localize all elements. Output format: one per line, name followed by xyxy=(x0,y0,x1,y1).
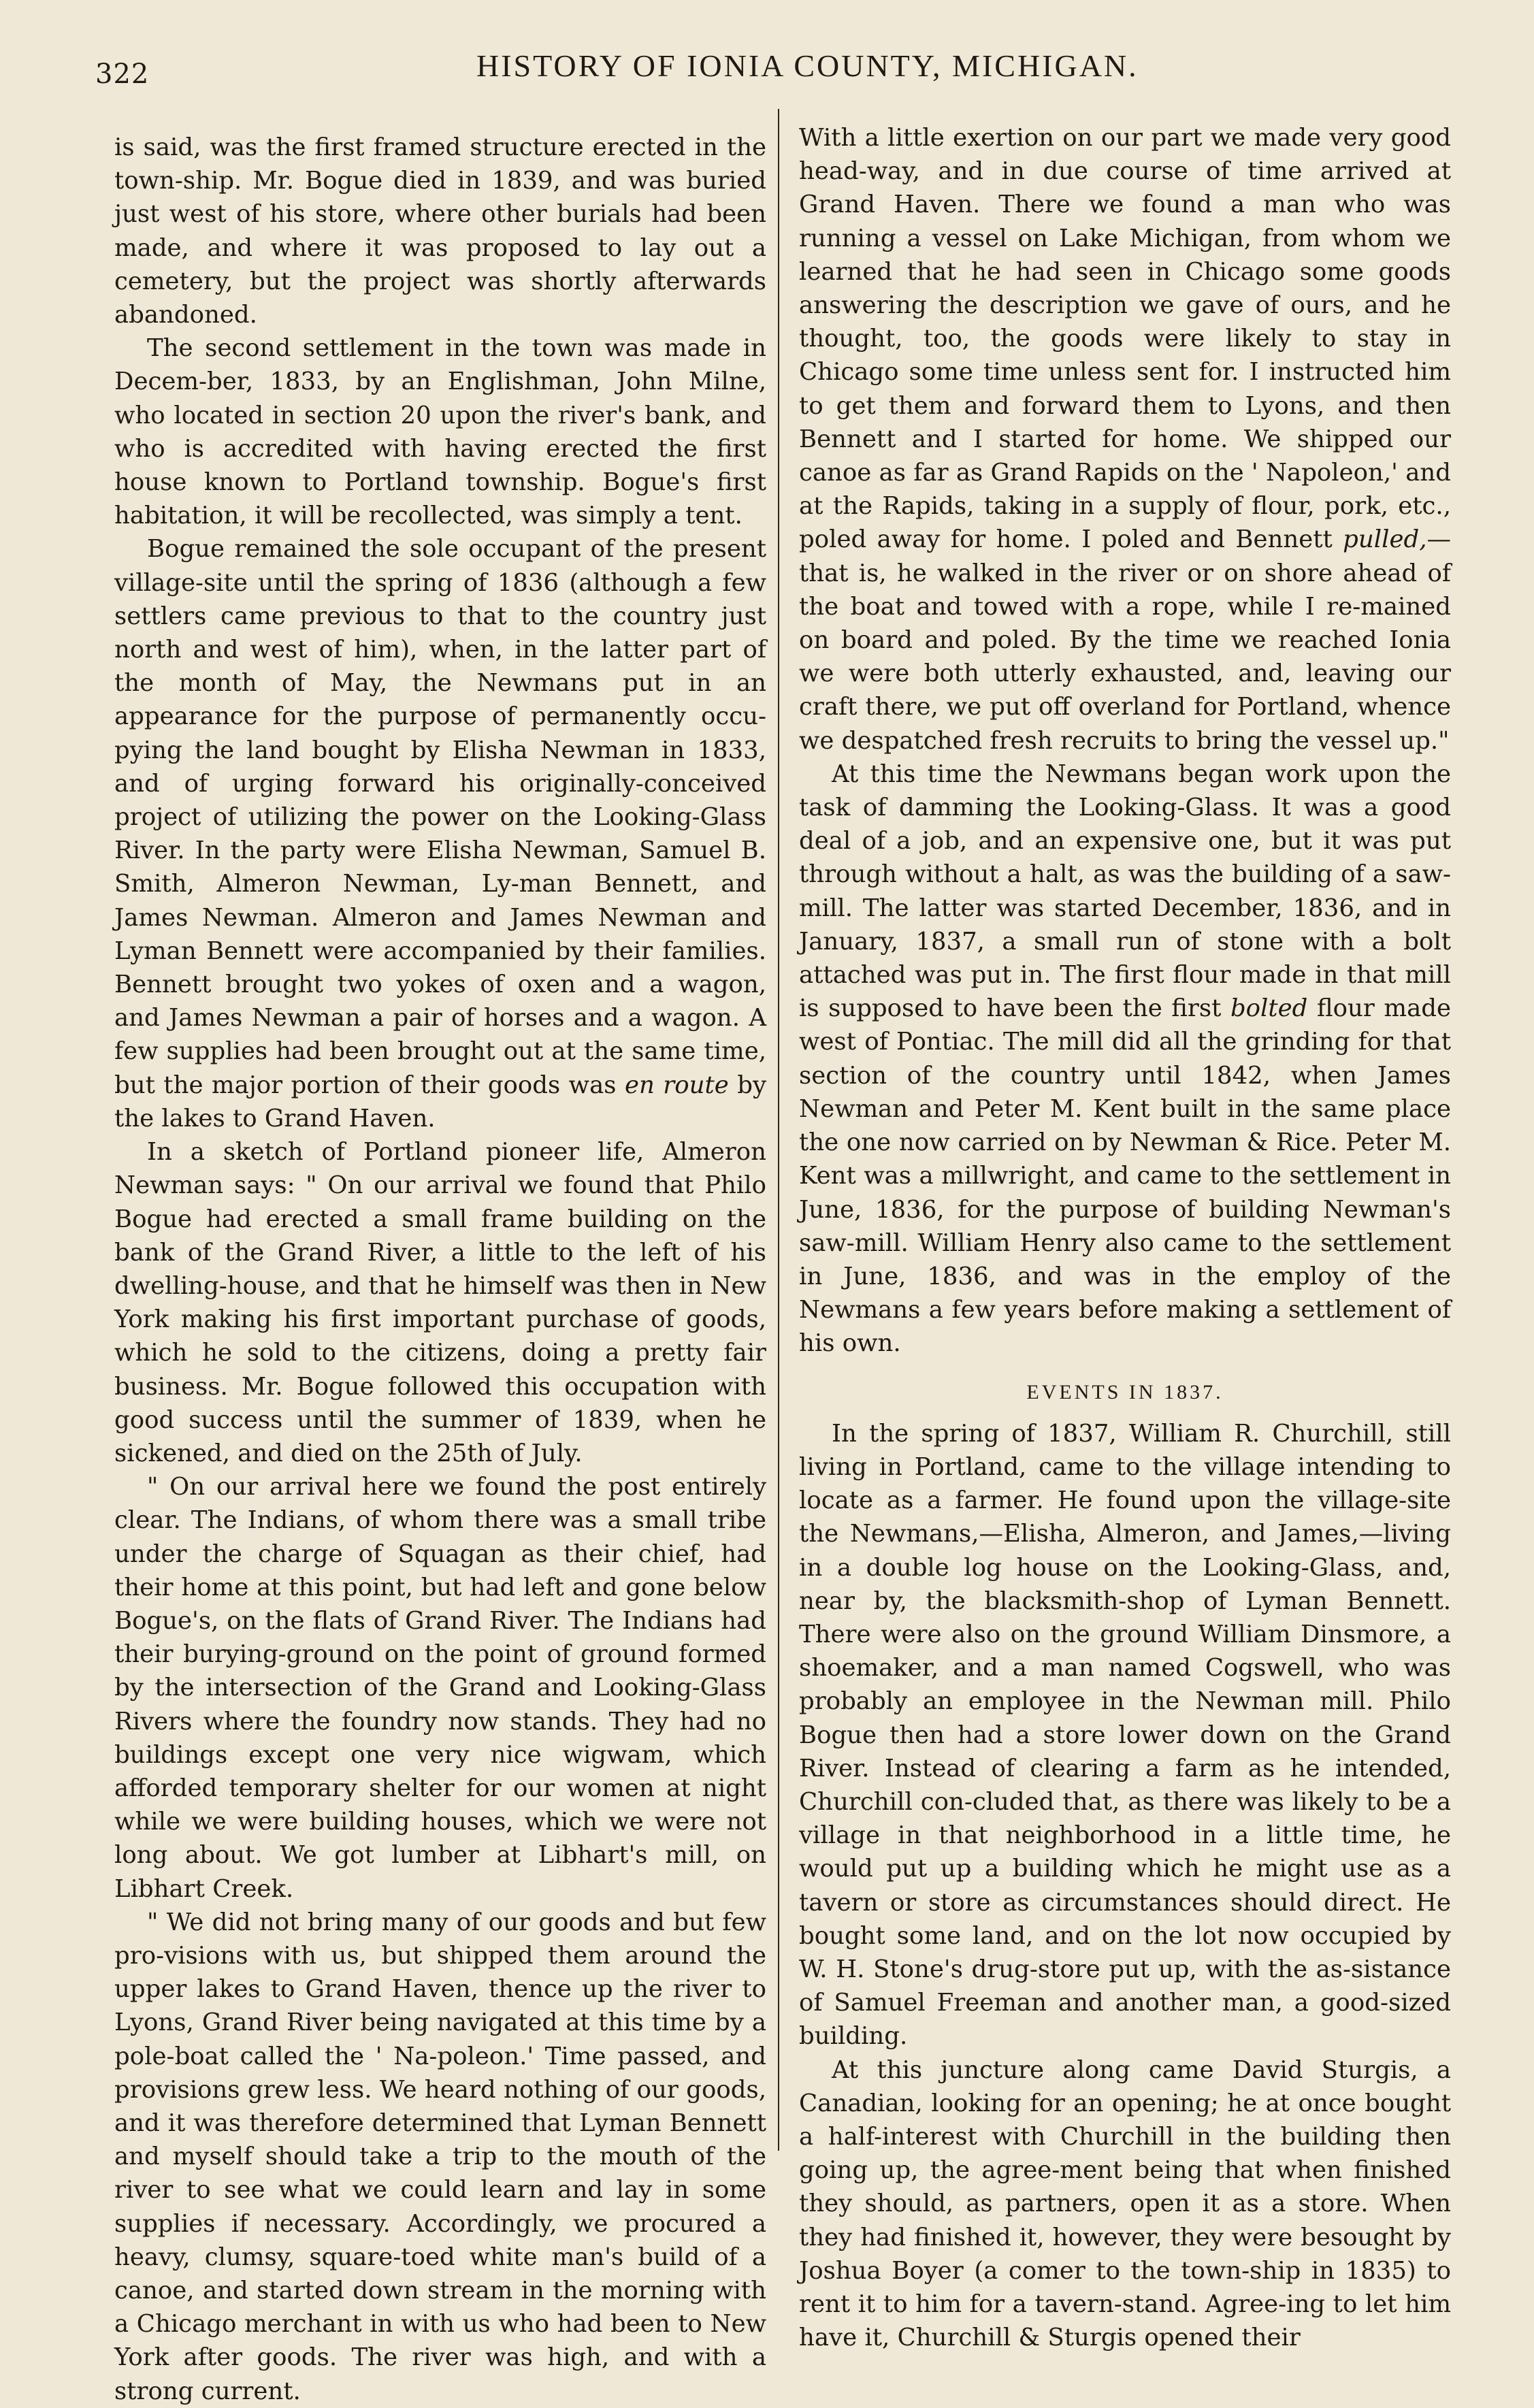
paragraph-text: At this time the Newmans began work upon the task of damming the Looking-Glass. It was a good deal of a job, and an expensive one, but it was put through without a halt, as was the building of a saw-mill. The latter was started December, 1836, and in January, 1837, a small run of stone with a bolt attached was put in. The first flour made in that mill is supposed to have been the first xyxy=(799,760,1451,1023)
running-title: HISTORY OF IONIA COUNTY, MICHIGAN. xyxy=(476,48,1139,83)
italic-text: en route xyxy=(624,1071,729,1099)
page-header xyxy=(95,45,1456,90)
column-divider xyxy=(778,109,779,2151)
paragraph-text: flour made west of Pontiac. The mill did all the grinding for that section of the country until 1842, when James Newman and Peter M. Kent built in the same place the one now carried on by Newman & Rice. Peter M. Kent was a millwright, and came to the settlement in June, 1836, for the purpose of building Newman's saw-mill. William Henry also came to the settlement in June, 1836, and was in the employ of the Newmans a few years before making a settlement of his own. xyxy=(799,994,1451,1358)
paragraph: " We did not bring many of our goods and but few pro-visions with us, but shipped them around the upper lakes to Grand Haven, thence up the river to Lyons, Grand River being navigated at this time by a pole-boat called the ' Na-poleon.' Time passed, and provisions grew less. We heard nothing of our goods, and it was therefore determined that Lyman Bennett and myself should take a trip to the mouth of the river to see what we could learn and lay in some supplies if necessary. Accordingly, we procured a heavy, clumsy, square-toed white man's build of a canoe, and started down stream in the morning with a Chicago merchant in with us who had been to New York after goods. The river was high, and with a strong current. xyxy=(114,1908,766,2405)
paragraph: In the spring of 1837, William R. Churchill, still living in Portland, came to the village intending to locate as a farmer. He found upon the village-site the Newmans,—Elisha, Almeron, and James,—living in a double log house on the Looking-Glass, and, near by, the blacksmith-shop of Lyman Bennett. There were also on the ground William Dinsmore, a shoemaker, and a man named Cogswell, who was probably an employee in the Newman mill. Philo Bogue then had a store lower down on the Grand River. Instead of clearing a farm as he intended, Churchill con-cluded that, as there was likely to be a village in that neighborhood in a little time, he would put up a building which he might use as a tavern or store as circumstances should direct. He bought some land, and on the lot now occupied by W. H. Stone's drug-store put up, with the as-sistance of Samuel Freeman and another man, a good-sized building. xyxy=(799,1419,1451,2051)
paragraph xyxy=(114,532,766,1135)
paragraph-text: —that is, he walked in the river or on shore ahead of the boat and towed with a rope, while I re-mained on board and poled. By the time we reached Ionia we were both utterly exhausted, and, leaving our craft there, we put off overland for Portland, whence we despatched fresh recruits to bring the vessel up." xyxy=(799,525,1451,755)
paragraph: In a sketch of Portland pioneer life, Almeron Newman says: " On our arrival we found that Philo Bogue had erected a small frame building on the bank of the Grand River, a little to the left of his dwelling-house, and that he himself was then in New York making his first important purchase of goods, which he sold to the citizens, doing a pretty fair business. Mr. Bogue followed this occupation with good success until the summer of 1839, when he sickened, and died on the 25th of July. xyxy=(114,1138,766,1467)
italic-text: bolted xyxy=(1230,994,1308,1023)
paragraph-text: Bogue remained the sole occupant of the present village-site until the spring of 1836 (although a few settlers came previous to that to the country just north and west of him), when, in the latter part of the month of May, the Newmans put in an appearance for the purpose of permanently occu-pying the land bought by Elisha Newman in 1833, and of urging forward his originally-conceived project of utilizing the power on the Looking-Glass River. In the party were Elisha Newman, Samuel B. Smith, Almeron Newman, Ly-man Bennett, and James Newman. Almeron and James Newman and Lyman Bennett were accompanied by their families. Bennett brought two yokes of oxen and a wagon, and James Newman a pair of horses and a wagon. A few supplies had been brought out at the same time, but the major portion of their goods was xyxy=(114,535,766,1099)
left-column xyxy=(114,131,766,2408)
paragraph xyxy=(799,121,1451,758)
right-column xyxy=(799,121,1451,2354)
paragraph: The second settlement in the town was made in Decem-ber, 1833, by an Englishman, John Milne, who located in section 20 upon the river's bank, and who is accredited with having erected the first house known to Portland township. Bogue's first habitation, it will be recollected, was simply a tent. xyxy=(114,334,766,530)
paragraph-text: by the lakes to Grand Haven. xyxy=(114,1071,766,1133)
paragraph-text: With a little exertion on our part we made very good head-way, and in due course of time arrived at Grand Haven. There we found a man who was running a vessel on Lake Michigan, from whom we learned that he had seen in Chicago some goods answering the description we gave of ours, and he thought, too, the goods were likely to stay in Chicago some time unless sent for. I instructed him to get them and forward them to Lyons, and then Bennett and I started for home. We shipped our canoe as far as Grand Rapids on the ' Napoleon,' and at the Rapids, taking in a supply of flour, pork, etc., poled away for home. I poled and Bennett xyxy=(799,124,1451,554)
section-heading: EVENTS IN 1837. xyxy=(1026,1380,1224,1403)
paragraph: is said, was the first framed structure erected in the town-ship. Mr. Bogue died in 1839, and was buried just west of his store, where other burials had been made, and where it was proposed to lay out a cemetery, but the project was shortly afterwards abandoned. xyxy=(114,133,766,329)
paragraph: At this juncture along came David Sturgis, a Canadian, looking for an opening; he at once bought a half-interest with Churchill in the building then going up, the agree-ment being that when finished they should, as partners, open it as a store. When they had finished it, however, they were besought by Joshua Boyer (a comer to the town-ship in 1835) to rent it to him for a tavern-stand. Agree-ing to let him have it, Churchill & Sturgis opened their xyxy=(799,2055,1451,2352)
italic-text: pulled, xyxy=(1343,525,1427,554)
page-number: 322 xyxy=(95,59,150,90)
paragraph: " On our arrival here we found the post entirely clear. The Indians, of whom there was a small tribe under the charge of Squagan as their chief, had their home at this point, but had left and gone below Bogue's, on the flats of Grand River. The Indians had their burying-ground on the point of ground formed by the intersection of the Grand and Looking-Glass Rivers where the foundry now stands. They had no buildings except one very nice wigwam, which afforded temporary shelter for our women at night while we were building houses, which we were not long about. We got lumber at Libhart's mill, on Libhart Creek. xyxy=(114,1473,766,1903)
paragraph xyxy=(799,758,1451,1361)
